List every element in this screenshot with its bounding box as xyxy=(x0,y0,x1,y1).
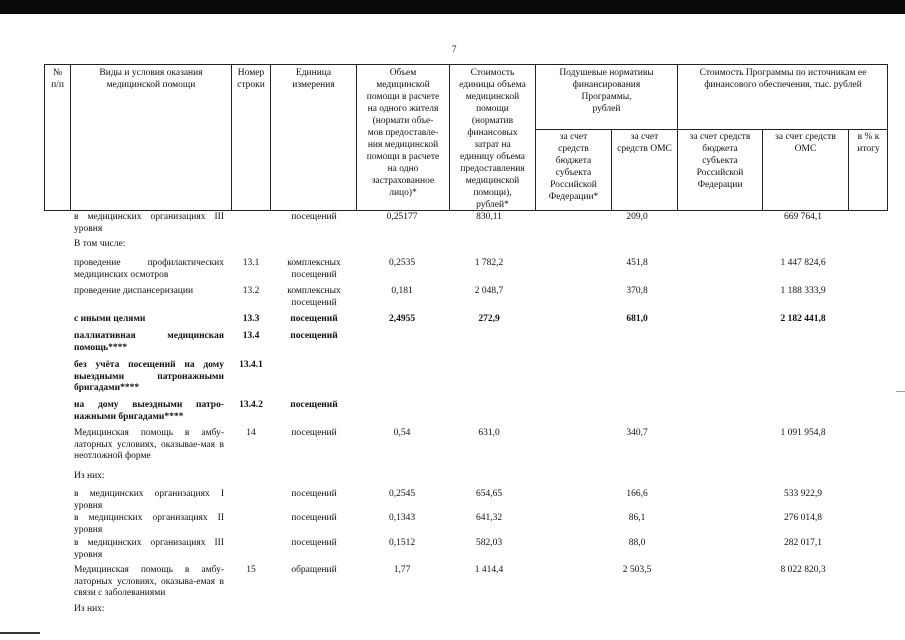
row-unit: посещений xyxy=(290,400,338,410)
row-volume: 0,1343 xyxy=(388,513,416,523)
row-percapita-oms: 209,0 xyxy=(626,212,648,222)
row-number: 13.4.1 xyxy=(239,360,263,370)
row-volume: 0,181 xyxy=(391,286,413,296)
row-name: в медицинских организациях I уровня xyxy=(74,489,224,511)
row-name: В том числе: xyxy=(74,239,126,249)
col-header-program-budget: за счет средств бюджета субъекта Российской Федерации xyxy=(689,132,751,190)
col-header-row-number: Номер строки xyxy=(237,68,265,90)
row-unit: посещений xyxy=(290,314,338,324)
row-number: 13.4 xyxy=(242,331,260,341)
row-percapita-oms: 451,8 xyxy=(626,258,648,268)
row-name: в медицинских организациях II уровня xyxy=(74,513,224,535)
row-unit: посещений xyxy=(291,428,337,438)
row-percapita-oms: 88,0 xyxy=(628,538,646,548)
page-number: 7 xyxy=(452,44,457,54)
col-header-program-cost: Стоимость Программы по источникам ее финансового обеспечения, тыс. рублей xyxy=(699,68,867,90)
row-cost: 830,11 xyxy=(476,212,502,222)
row-cost: 1 782,2 xyxy=(474,258,504,268)
row-name: на дому выездными патро-нажными бригадами**** xyxy=(74,400,224,422)
col-header-program-percent: в % к итогу xyxy=(857,132,880,154)
row-name: без учёта посещений на дому выездными патронажными бригадами**** xyxy=(74,360,224,393)
row-cost: 272,9 xyxy=(478,314,500,324)
row-unit: посещений xyxy=(291,513,337,523)
row-name: Из них: xyxy=(74,604,105,614)
row-volume: 0,2545 xyxy=(388,489,416,499)
col-header-unit: Единица измерения xyxy=(292,68,335,90)
row-name: паллиативная медицинская помощь**** xyxy=(74,331,224,353)
row-name: Из них: xyxy=(74,471,105,481)
header-divider xyxy=(535,129,677,130)
row-cost: 1 414,4 xyxy=(474,565,504,575)
col-header-percapita-oms: за счет средств ОМС xyxy=(617,132,672,154)
row-name: Медицинская помощь в амбу-латорных условиях, оказыва-емая в связи с заболеваниями xyxy=(74,565,224,598)
table-header xyxy=(44,64,888,211)
col-header-number: № п/п xyxy=(51,68,64,90)
col-header-percapita-budget: за счет средств бюджета субъекта Российской Федерации* xyxy=(548,132,599,202)
row-percapita-oms: 340,7 xyxy=(626,428,648,438)
row-number: 15 xyxy=(246,565,256,575)
row-volume: 0,2535 xyxy=(388,258,416,268)
row-name: Медицинская помощь в амбу-латорных условиях, оказывае-мая в неотложной форме xyxy=(74,428,224,461)
col-header-program-oms: за счет средств ОМС xyxy=(775,132,836,154)
row-program-oms: 2 182 441,8 xyxy=(780,314,826,324)
row-number: 13.3 xyxy=(242,314,260,324)
row-number: 13.4.2 xyxy=(239,400,263,410)
row-unit: посещений xyxy=(291,212,337,222)
row-name: с иными целями xyxy=(74,314,146,324)
row-percapita-oms: 681,0 xyxy=(626,314,648,324)
header-divider xyxy=(677,129,888,130)
row-cost: 582,03 xyxy=(475,538,503,548)
row-percapita-oms: 2 503,5 xyxy=(622,565,652,575)
row-cost: 2 048,7 xyxy=(474,286,504,296)
row-percapita-oms: 370,8 xyxy=(626,286,648,296)
row-unit: посещений xyxy=(290,331,338,341)
row-number: 14 xyxy=(246,428,256,438)
row-number: 13.1 xyxy=(242,258,260,268)
scan-bottom-mark xyxy=(0,632,40,634)
row-volume: 1,77 xyxy=(393,565,411,575)
row-volume: 0,25177 xyxy=(386,212,418,222)
col-header-volume: Объем медицинской помощи в расчете на одного жителя (нормати объе- мов предоставле- ния медицинской помощи в расчете на одно застрахованное лицо)* xyxy=(366,68,440,198)
row-cost: 654,65 xyxy=(475,489,503,499)
row-name: проведение диспансеризации xyxy=(74,286,194,296)
row-program-oms: 669 764,1 xyxy=(784,212,822,222)
row-percapita-oms: 166,6 xyxy=(626,489,648,499)
col-header-percapita: Подушевые нормативы финансирования Программы, рублей xyxy=(559,68,654,114)
col-header-cost: Стоимость единицы объема медицинской помощи (норматив финансовых затрат на единицу объема предоставления медицинской помощи), рублей* xyxy=(459,68,526,210)
scan-top-border xyxy=(0,0,905,14)
row-program-oms: 8 022 820,3 xyxy=(780,565,826,575)
row-program-oms: 1 188 333,9 xyxy=(780,286,826,296)
row-cost: 641,32 xyxy=(475,513,503,523)
row-unit: посещений xyxy=(291,538,337,548)
row-volume: 2,4955 xyxy=(388,314,416,324)
row-unit: посещений xyxy=(291,489,337,499)
row-unit: комплексных посещений xyxy=(287,258,341,280)
row-unit: комплексных посещений xyxy=(287,286,341,308)
row-volume: 0,54 xyxy=(393,428,411,438)
row-program-oms: 276 014,8 xyxy=(784,513,822,523)
row-program-oms: 1 447 824,6 xyxy=(780,258,826,268)
row-unit: обращений xyxy=(291,565,337,575)
row-cost: 631,0 xyxy=(478,428,500,438)
row-number: 13.2 xyxy=(242,286,260,296)
row-name: в медицинских организациях III уровня xyxy=(74,538,224,560)
scan-mark: — xyxy=(896,386,905,396)
row-name: в медицинских организациях III уровня xyxy=(74,212,224,234)
row-program-oms: 533 922,9 xyxy=(784,489,822,499)
row-volume: 0,1512 xyxy=(388,538,416,548)
row-program-oms: 282 017,1 xyxy=(784,538,822,548)
col-header-kinds: Виды и условия оказания медицинской помощи xyxy=(99,68,203,90)
row-percapita-oms: 86,1 xyxy=(628,513,646,523)
row-name: проведение профилактических медицинских осмотров xyxy=(74,258,224,280)
row-program-oms: 1 091 954,8 xyxy=(780,428,826,438)
